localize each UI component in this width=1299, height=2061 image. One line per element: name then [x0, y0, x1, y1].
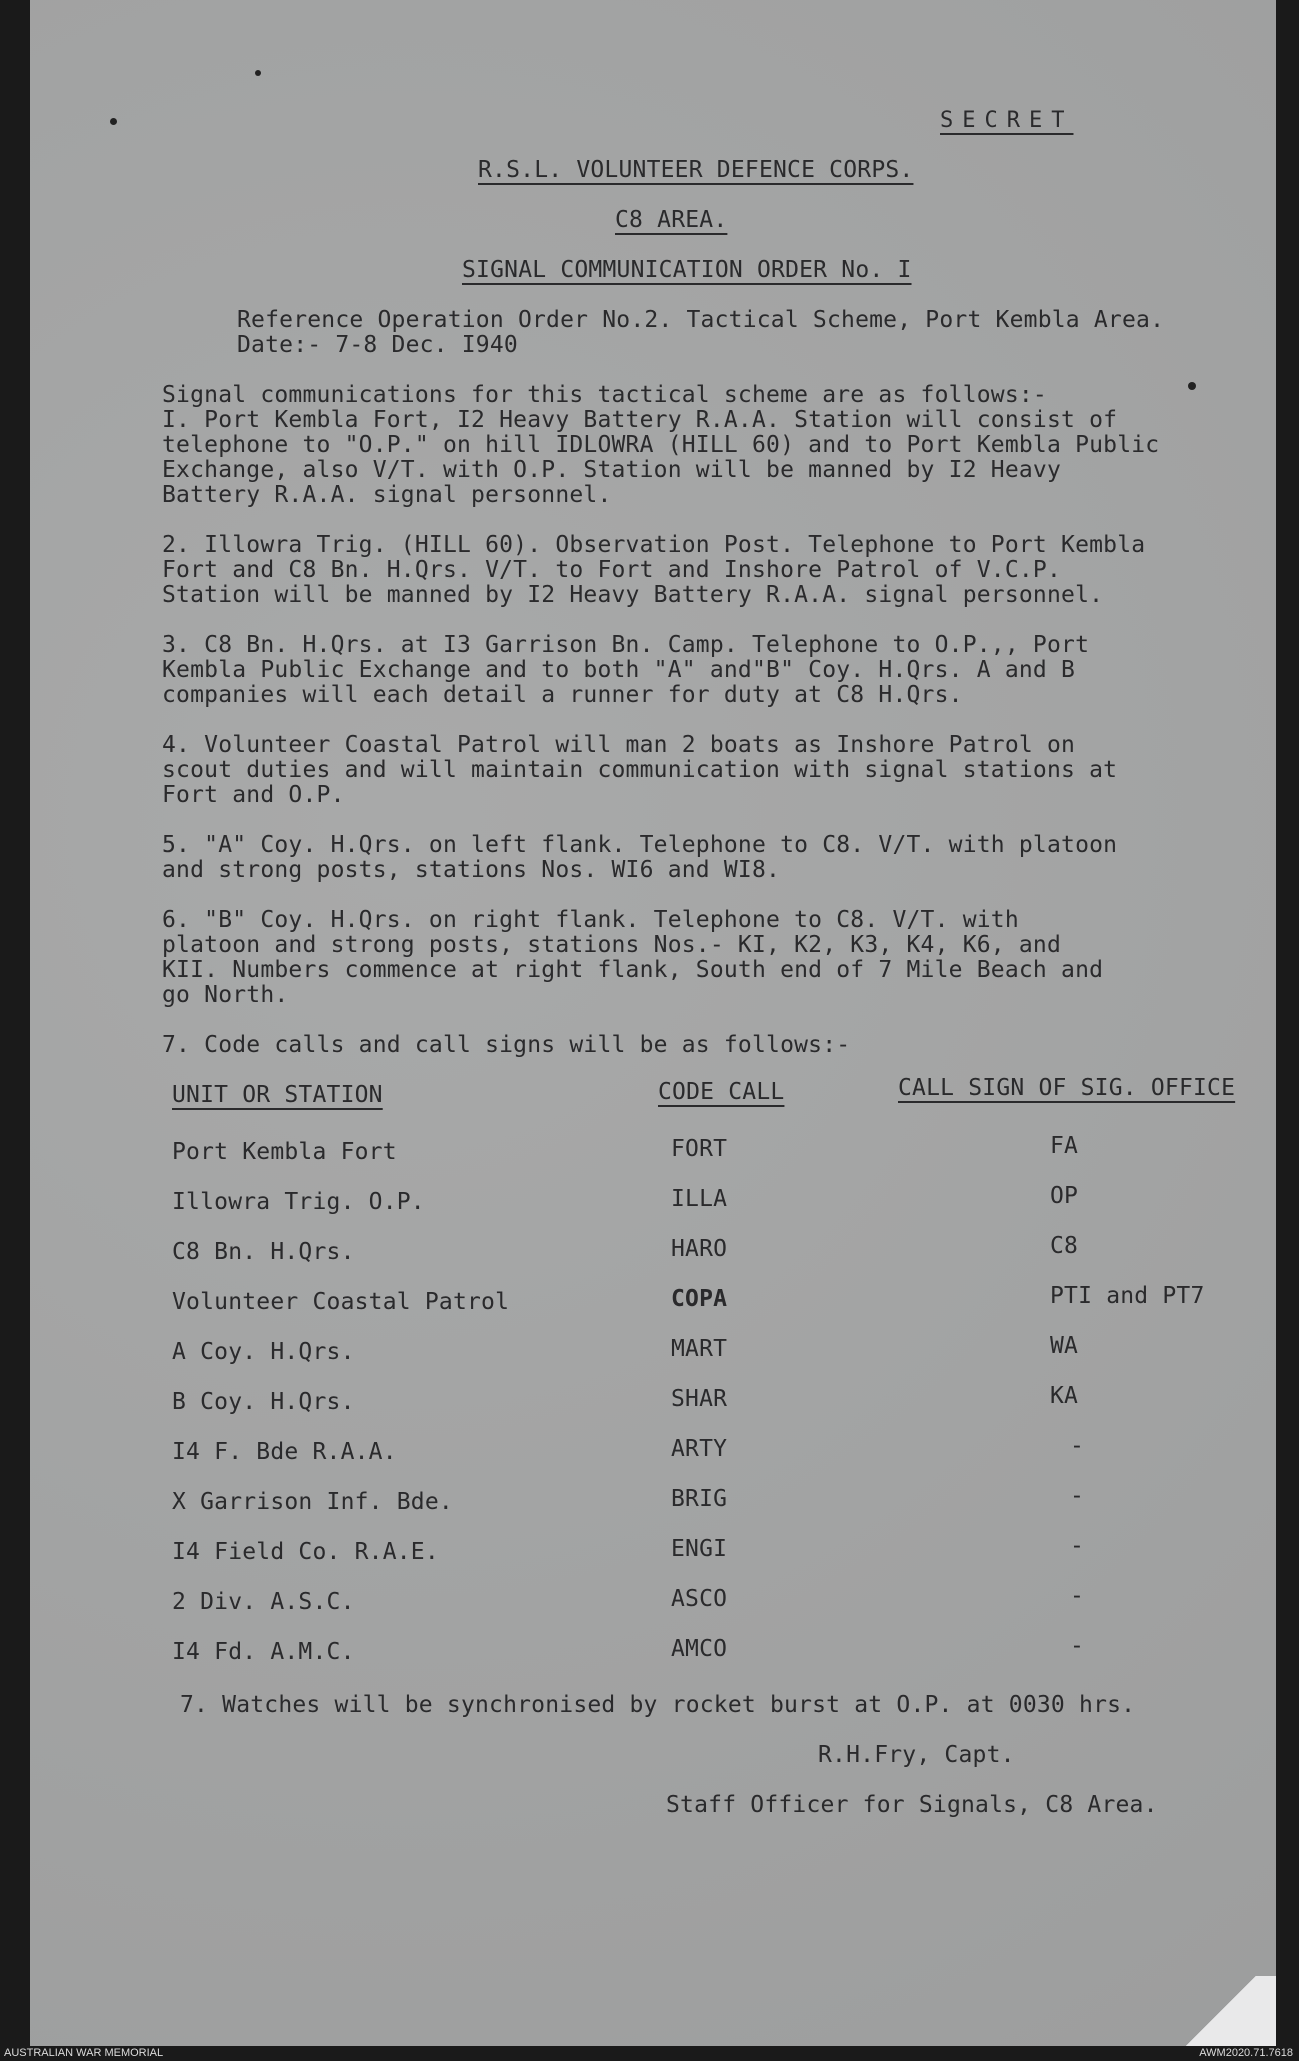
paragraph-line: Exchange, also V/T. with O.P. Station will be manned by I2 Heavy [162, 457, 1062, 483]
signature-name: R.H.Fry, Capt. [818, 1742, 1015, 1768]
unit-cell: C8 Bn. H.Qrs. [172, 1239, 355, 1265]
table-header-unit: UNIT OR STATION [172, 1082, 383, 1108]
unit-cell: Illowra Trig. O.P. [172, 1189, 425, 1215]
callsign-cell: - [1070, 1583, 1085, 1609]
table-header-code: CODE CALL [658, 1079, 785, 1105]
ink-speck [110, 118, 117, 125]
unit-cell: A Coy. H.Qrs. [172, 1339, 355, 1365]
paragraph-line: Fort and C8 Bn. H.Qrs. V/T. to Fort and Inshore Patrol of V.C.P. [162, 557, 1062, 583]
footer-catalogue-number: AWM2020.71.7618 [1199, 2047, 1293, 2059]
callsign-cell: - [1070, 1433, 1085, 1459]
reference-line: Reference Operation Order No.2. Tactical Scheme, Port Kembla Area. [237, 307, 1165, 333]
unit-cell: Port Kembla Fort [172, 1139, 397, 1165]
code-cell: AMCO [671, 1636, 728, 1662]
unit-cell: B Coy. H.Qrs. [172, 1389, 355, 1415]
callsign-cell: PTI and PT7 [1050, 1283, 1205, 1309]
final-paragraph: 7. Watches will be synchronised by rocket burst at O.P. at 0030 hrs. [180, 1692, 1136, 1718]
paragraph-line: go North. [162, 982, 289, 1008]
paragraph-line: 4. Volunteer Coastal Patrol will man 2 boats as Inshore Patrol on [162, 732, 1076, 758]
callsign-cell: KA [1050, 1383, 1079, 1409]
paragraph-line: 3. C8 Bn. H.Qrs. at I3 Garrison Bn. Camp. Telephone to O.P.,, Port [162, 632, 1090, 658]
paragraph-line: Kembla Public Exchange and to both "A" and"B" Coy. H.Qrs. A and B [162, 657, 1076, 683]
paragraph-line: and strong posts, stations Nos. WI6 and WI8. [162, 857, 781, 883]
code-cell: ENGI [671, 1536, 728, 1562]
paragraph-line: KII. Numbers commence at right flank, South end of 7 Mile Beach and [162, 957, 1104, 983]
callsign-cell: WA [1050, 1333, 1079, 1359]
paragraph-line: Station will be manned by I2 Heavy Battery R.A.A. signal personnel. [162, 582, 1104, 608]
code-cell: ILLA [671, 1186, 728, 1212]
footer-institution: AUSTRALIAN WAR MEMORIAL [4, 2047, 164, 2059]
intro-line: Signal communications for this tactical scheme are as follows:- [162, 382, 1047, 408]
code-cell: SHAR [671, 1386, 728, 1412]
paragraph-line: Fort and O.P. [162, 782, 345, 808]
code-cell: HARO [671, 1236, 728, 1262]
code-cell: FORT [671, 1136, 728, 1162]
unit-cell: I4 F. Bde R.A.A. [172, 1439, 397, 1465]
document-page [30, 0, 1276, 2046]
date-line: Date:- 7-8 Dec. I940 [237, 332, 518, 358]
code-cell: COPA [671, 1286, 728, 1312]
codes-intro-line: 7. Code calls and call signs will be as follows:- [162, 1032, 851, 1058]
unit-cell: 2 Div. A.S.C. [172, 1589, 355, 1615]
area-heading: C8 AREA. [615, 207, 728, 233]
paragraph-line: 6. "B" Coy. H.Qrs. on right flank. Telephone to C8. V/T. with [162, 907, 1019, 933]
signature-title: Staff Officer for Signals, C8 Area. [666, 1792, 1158, 1818]
callsign-cell: FA [1050, 1133, 1079, 1159]
paragraph-line: I. Port Kembla Fort, I2 Heavy Battery R.A.A. Station will consist of [162, 407, 1118, 433]
paragraph-line: platoon and strong posts, stations Nos.- KI, K2, K3, K4, K6, and [162, 932, 1062, 958]
table-header-callsign: CALL SIGN OF SIG. OFFICE [898, 1075, 1236, 1101]
classification-label: SECRET [940, 108, 1074, 133]
paragraph-line: Battery R.A.A. signal personnel. [162, 482, 612, 508]
organisation-heading: R.S.L. VOLUNTEER DEFENCE CORPS. [478, 157, 914, 183]
unit-cell: I4 Fd. A.M.C. [172, 1639, 355, 1665]
order-title: SIGNAL COMMUNICATION ORDER No. I [462, 257, 912, 283]
paragraph-line: 5. "A" Coy. H.Qrs. on left flank. Telephone to C8. V/T. with platoon [162, 832, 1118, 858]
callsign-cell: OP [1050, 1183, 1079, 1209]
paragraph-line: scout duties and will maintain communication with signal stations at [162, 757, 1118, 783]
ink-speck [1188, 382, 1196, 390]
paragraph-line: companies will each detail a runner for duty at C8 H.Qrs. [162, 682, 963, 708]
callsign-cell: C8 [1050, 1233, 1079, 1259]
unit-cell: I4 Field Co. R.A.E. [172, 1539, 439, 1565]
paragraph-line: telephone to "O.P." on hill IDLOWRA (HILL 60) and to Port Kembla Public [162, 432, 1160, 458]
paragraph-line: 2. Illowra Trig. (HILL 60). Observation Post. Telephone to Port Kembla [162, 532, 1146, 558]
callsign-cell: - [1070, 1483, 1085, 1509]
ink-speck [255, 70, 261, 76]
unit-cell: Volunteer Coastal Patrol [172, 1289, 510, 1315]
code-cell: ASCO [671, 1586, 728, 1612]
code-cell: ARTY [671, 1436, 728, 1462]
callsign-cell: - [1070, 1533, 1085, 1559]
code-cell: BRIG [671, 1486, 728, 1512]
unit-cell: X Garrison Inf. Bde. [172, 1489, 453, 1515]
callsign-cell: - [1070, 1633, 1085, 1659]
folded-corner [1166, 1976, 1276, 2046]
code-cell: MART [671, 1336, 728, 1362]
